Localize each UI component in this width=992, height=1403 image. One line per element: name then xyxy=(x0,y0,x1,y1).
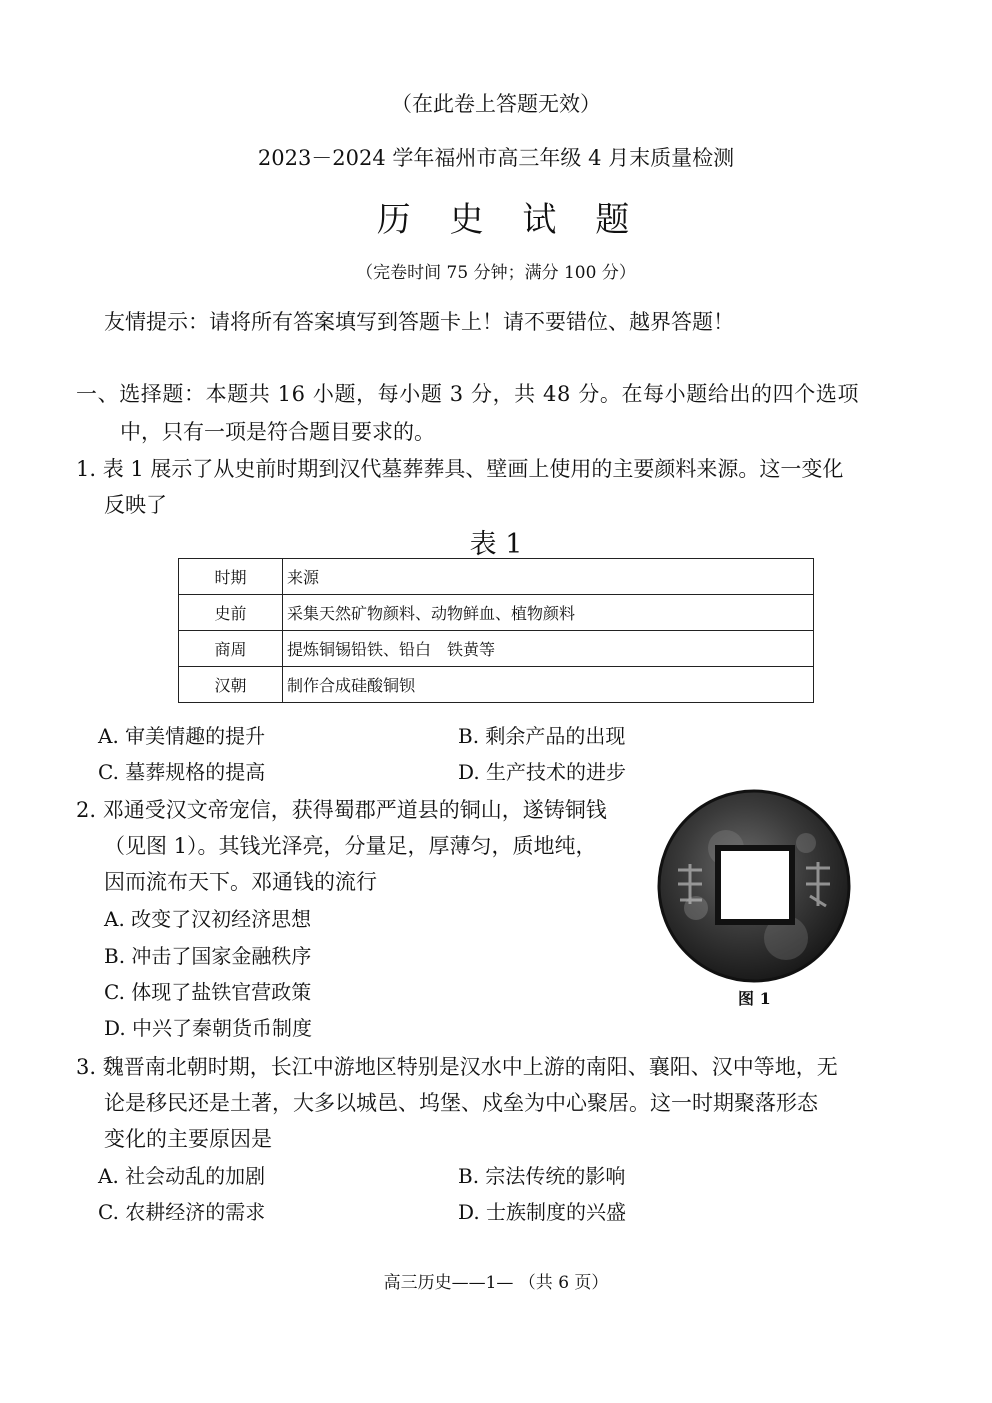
question-3-option-b: B. 宗法传统的影响 xyxy=(458,1164,626,1188)
question-1-stem-line1: 1. 表 1 展示了从史前时期到汉代墓葬葬具、壁画上使用的主要颜料来源。这一变化 xyxy=(76,457,844,481)
exam-notice: （在此卷上答题无效） xyxy=(391,92,601,116)
question-1-stem-line2: 反映了 xyxy=(104,493,167,517)
page-footer: 高三历史——1— （共 6 页） xyxy=(383,1273,609,1293)
table-header-row xyxy=(179,559,814,595)
table-row xyxy=(179,595,814,631)
table-header-cell: 来源 xyxy=(283,559,814,595)
table-cell-period: 商周 xyxy=(179,631,283,667)
question-3-option-d: D. 士族制度的兴盛 xyxy=(458,1200,627,1224)
exam-name: 2023－2024 学年福州市高三年级 4 月末质量检测 xyxy=(257,146,735,170)
table-cell-source: 提炼铜锡铅铁、铅白 铁黄等 xyxy=(283,631,814,667)
question-2-option-b: B. 冲击了国家金融秩序 xyxy=(104,944,312,968)
pigment-source-table xyxy=(178,558,814,703)
table-cell-period: 汉朝 xyxy=(179,667,283,703)
question-3-stem-line3: 变化的主要原因是 xyxy=(104,1127,272,1151)
table-caption: 表 1 xyxy=(469,529,523,560)
question-3-option-c: C. 农耕经济的需求 xyxy=(98,1200,266,1224)
table-cell-period: 史前 xyxy=(179,595,283,631)
question-3-stem-line2: 论是移民还是土著，大多以城邑、坞堡、戍垒为中心聚居。这一时期聚落形态 xyxy=(104,1091,818,1115)
question-1-option-c: C. 墓葬规格的提高 xyxy=(98,760,266,784)
table-header-cell: 时期 xyxy=(179,559,283,595)
page-title: 历 史 试 题 xyxy=(376,200,644,240)
question-2-stem-line1: 2. 邓通受汉文帝宠信，获得蜀郡严道县的铜山，遂铸铜钱 xyxy=(76,798,607,822)
table-row xyxy=(179,631,814,667)
section-instructions-line2: 中，只有一项是符合题目要求的。 xyxy=(120,420,435,444)
question-1-option-a: A. 审美情趣的提升 xyxy=(98,724,266,748)
question-1-option-b: B. 剩余产品的出现 xyxy=(458,724,626,748)
question-2-option-a: A. 改变了汉初经济思想 xyxy=(104,907,312,931)
time-info: （完卷时间 75 分钟；满分 100 分） xyxy=(356,263,636,283)
ancient-coin-image xyxy=(656,788,852,984)
question-3-option-a: A. 社会动乱的加剧 xyxy=(98,1164,266,1188)
table-row xyxy=(179,667,814,703)
question-3-stem-line1: 3. 魏晋南北朝时期，长江中游地区特别是汉水中上游的南阳、襄阳、汉中等地，无 xyxy=(76,1055,838,1079)
table-cell-source: 采集天然矿物颜料、动物鲜血、植物颜料 xyxy=(283,595,814,631)
question-2-option-d: D. 中兴了秦朝货币制度 xyxy=(104,1016,313,1040)
friendly-tip: 友情提示：请将所有答案填写到答题卡上！请不要错位、越界答题！ xyxy=(104,310,734,334)
table-cell-source: 制作合成硅酸铜钡 xyxy=(283,667,814,703)
figure-caption: 图 1 xyxy=(738,989,771,1008)
question-2-stem-line3: 因而流布天下。邓通钱的流行 xyxy=(104,870,377,894)
question-2-option-c: C. 体现了盐铁官营政策 xyxy=(104,980,312,1004)
question-1-option-d: D. 生产技术的进步 xyxy=(458,760,627,784)
question-2-stem-line2: （见图 1）。其钱光泽亮，分量足，厚薄匀，质地纯， xyxy=(104,834,597,858)
section-instructions-line1: 一、选择题：本题共 16 小题，每小题 3 分，共 48 分。在每小题给出的四个选项 xyxy=(76,382,860,406)
